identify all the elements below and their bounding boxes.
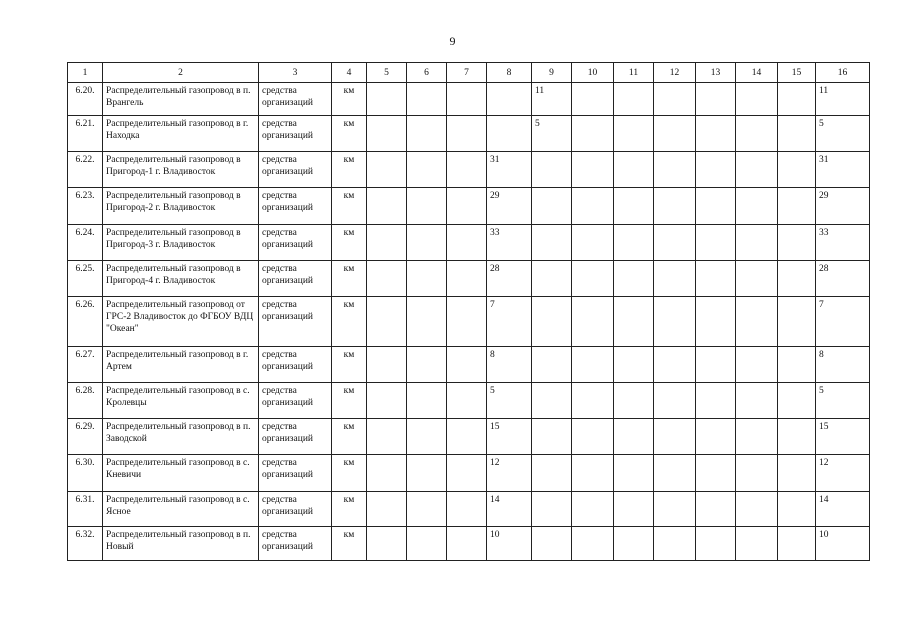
col-13-cell: [696, 527, 736, 561]
column-header: 11: [614, 63, 654, 83]
col-14-cell: [736, 152, 778, 188]
column-header: 4: [332, 63, 367, 83]
col-12-cell: [654, 347, 696, 383]
unit-cell: км: [332, 188, 367, 225]
page-number: 9: [449, 34, 456, 48]
col-7-cell: [447, 83, 487, 116]
total-cell: 5: [816, 383, 870, 419]
row-number-cell: 6.24.: [68, 225, 103, 261]
col-9-cell: [532, 347, 572, 383]
col-5-cell: [367, 152, 407, 188]
col-9-cell: [532, 297, 572, 347]
col-8-cell: 31: [487, 152, 532, 188]
unit-cell: км: [332, 297, 367, 347]
funding-source-cell: средства организаций: [259, 152, 332, 188]
col-8-cell: 8: [487, 347, 532, 383]
funding-source-cell: средства организаций: [259, 455, 332, 492]
col-10-cell: [572, 152, 614, 188]
column-header: 10: [572, 63, 614, 83]
col-14-cell: [736, 347, 778, 383]
col-11-cell: [614, 492, 654, 527]
col-6-cell: [407, 261, 447, 297]
header-row: [68, 63, 870, 83]
col-14-cell: [736, 116, 778, 152]
table-row: [68, 297, 870, 347]
col-7-cell: [447, 419, 487, 455]
col-8-cell: 12: [487, 455, 532, 492]
column-header: 3: [259, 63, 332, 83]
col-8-cell: [487, 116, 532, 152]
col-6-cell: [407, 527, 447, 561]
unit-cell: км: [332, 261, 367, 297]
table-row: [68, 492, 870, 527]
col-15-cell: [778, 152, 816, 188]
col-15-cell: [778, 83, 816, 116]
col-9-cell: [532, 492, 572, 527]
row-number-cell: 6.31.: [68, 492, 103, 527]
column-header: 8: [487, 63, 532, 83]
col-9-cell: [532, 455, 572, 492]
col-12-cell: [654, 261, 696, 297]
col-12-cell: [654, 492, 696, 527]
column-header: 15: [778, 63, 816, 83]
col-13-cell: [696, 261, 736, 297]
unit-cell: км: [332, 225, 367, 261]
table-row: [68, 383, 870, 419]
description-cell: Распределительный газопровод в г. Находка: [103, 116, 259, 152]
col-7-cell: [447, 261, 487, 297]
col-12-cell: [654, 116, 696, 152]
col-6-cell: [407, 492, 447, 527]
col-5-cell: [367, 83, 407, 116]
col-10-cell: [572, 347, 614, 383]
description-cell: Распределительный газопровод в с. Кневичи: [103, 455, 259, 492]
total-cell: 15: [816, 419, 870, 455]
col-11-cell: [614, 383, 654, 419]
col-9-cell: [532, 527, 572, 561]
total-cell: 5: [816, 116, 870, 152]
col-5-cell: [367, 527, 407, 561]
total-cell: 33: [816, 225, 870, 261]
col-6-cell: [407, 383, 447, 419]
col-9-cell: [532, 152, 572, 188]
description-cell: Распределительный газопровод в Пригород-3 г. Владивосток: [103, 225, 259, 261]
col-14-cell: [736, 383, 778, 419]
unit-cell: км: [332, 527, 367, 561]
col-13-cell: [696, 492, 736, 527]
col-6-cell: [407, 188, 447, 225]
col-6-cell: [407, 83, 447, 116]
col-5-cell: [367, 455, 407, 492]
col-15-cell: [778, 347, 816, 383]
col-10-cell: [572, 261, 614, 297]
col-15-cell: [778, 297, 816, 347]
col-7-cell: [447, 297, 487, 347]
col-13-cell: [696, 383, 736, 419]
col-6-cell: [407, 419, 447, 455]
col-7-cell: [447, 527, 487, 561]
col-14-cell: [736, 225, 778, 261]
funding-source-cell: средства организаций: [259, 527, 332, 561]
col-7-cell: [447, 225, 487, 261]
total-cell: 11: [816, 83, 870, 116]
col-5-cell: [367, 188, 407, 225]
col-15-cell: [778, 492, 816, 527]
col-13-cell: [696, 83, 736, 116]
col-11-cell: [614, 152, 654, 188]
table-row: [68, 261, 870, 297]
col-6-cell: [407, 116, 447, 152]
funding-source-cell: средства организаций: [259, 383, 332, 419]
col-9-cell: 5: [532, 116, 572, 152]
col-5-cell: [367, 297, 407, 347]
col-13-cell: [696, 225, 736, 261]
col-8-cell: 7: [487, 297, 532, 347]
funding-source-cell: средства организаций: [259, 225, 332, 261]
col-13-cell: [696, 347, 736, 383]
description-cell: Распределительный газопровод в п. Заводской: [103, 419, 259, 455]
col-9-cell: 11: [532, 83, 572, 116]
unit-cell: км: [332, 455, 367, 492]
col-9-cell: [532, 419, 572, 455]
unit-cell: км: [332, 116, 367, 152]
col-12-cell: [654, 419, 696, 455]
col-15-cell: [778, 116, 816, 152]
col-8-cell: 28: [487, 261, 532, 297]
col-8-cell: 33: [487, 225, 532, 261]
col-13-cell: [696, 188, 736, 225]
col-9-cell: [532, 188, 572, 225]
col-11-cell: [614, 527, 654, 561]
funding-source-cell: средства организаций: [259, 297, 332, 347]
col-15-cell: [778, 188, 816, 225]
col-5-cell: [367, 261, 407, 297]
col-11-cell: [614, 297, 654, 347]
row-number-cell: 6.22.: [68, 152, 103, 188]
description-cell: Распределительный газопровод в Пригород-1 г. Владивосток: [103, 152, 259, 188]
col-6-cell: [407, 455, 447, 492]
description-cell: Распределительный газопровод в п. Новый: [103, 527, 259, 561]
column-header: 9: [532, 63, 572, 83]
col-8-cell: 14: [487, 492, 532, 527]
col-9-cell: [532, 225, 572, 261]
row-number-cell: 6.26.: [68, 297, 103, 347]
funding-source-cell: средства организаций: [259, 261, 332, 297]
col-5-cell: [367, 383, 407, 419]
col-7-cell: [447, 455, 487, 492]
col-13-cell: [696, 455, 736, 492]
col-10-cell: [572, 383, 614, 419]
column-header: 2: [103, 63, 259, 83]
unit-cell: км: [332, 152, 367, 188]
funding-source-cell: средства организаций: [259, 188, 332, 225]
col-14-cell: [736, 297, 778, 347]
col-10-cell: [572, 297, 614, 347]
column-header: 7: [447, 63, 487, 83]
col-7-cell: [447, 347, 487, 383]
column-header: 16: [816, 63, 870, 83]
col-14-cell: [736, 455, 778, 492]
col-10-cell: [572, 455, 614, 492]
col-12-cell: [654, 152, 696, 188]
table-row: [68, 83, 870, 116]
col-10-cell: [572, 116, 614, 152]
col-15-cell: [778, 225, 816, 261]
col-9-cell: [532, 383, 572, 419]
col-11-cell: [614, 419, 654, 455]
total-cell: 14: [816, 492, 870, 527]
table-row: [68, 152, 870, 188]
col-5-cell: [367, 419, 407, 455]
col-15-cell: [778, 383, 816, 419]
col-6-cell: [407, 152, 447, 188]
col-13-cell: [696, 116, 736, 152]
row-number-cell: 6.27.: [68, 347, 103, 383]
col-8-cell: 10: [487, 527, 532, 561]
col-15-cell: [778, 455, 816, 492]
col-8-cell: 15: [487, 419, 532, 455]
col-14-cell: [736, 261, 778, 297]
col-12-cell: [654, 455, 696, 492]
unit-cell: км: [332, 419, 367, 455]
unit-cell: км: [332, 383, 367, 419]
col-7-cell: [447, 152, 487, 188]
col-6-cell: [407, 297, 447, 347]
col-5-cell: [367, 492, 407, 527]
column-header: 1: [68, 63, 103, 83]
col-5-cell: [367, 347, 407, 383]
col-12-cell: [654, 297, 696, 347]
col-11-cell: [614, 188, 654, 225]
funding-source-cell: средства организаций: [259, 347, 332, 383]
col-12-cell: [654, 383, 696, 419]
col-10-cell: [572, 492, 614, 527]
total-cell: 31: [816, 152, 870, 188]
unit-cell: км: [332, 492, 367, 527]
description-cell: Распределительный газопровод в Пригород-4 г. Владивосток: [103, 261, 259, 297]
funding-source-cell: средства организаций: [259, 492, 332, 527]
col-8-cell: 5: [487, 383, 532, 419]
col-15-cell: [778, 527, 816, 561]
data-table: [67, 62, 870, 561]
col-10-cell: [572, 527, 614, 561]
total-cell: 8: [816, 347, 870, 383]
table-row: [68, 116, 870, 152]
column-header: 13: [696, 63, 736, 83]
col-10-cell: [572, 419, 614, 455]
col-11-cell: [614, 83, 654, 116]
total-cell: 10: [816, 527, 870, 561]
col-13-cell: [696, 297, 736, 347]
col-14-cell: [736, 492, 778, 527]
table-row: [68, 347, 870, 383]
description-cell: Распределительный газопровод в с. Ясное: [103, 492, 259, 527]
table-row: [68, 225, 870, 261]
funding-source-cell: средства организаций: [259, 116, 332, 152]
column-header: 12: [654, 63, 696, 83]
col-7-cell: [447, 116, 487, 152]
col-11-cell: [614, 261, 654, 297]
col-13-cell: [696, 419, 736, 455]
col-9-cell: [532, 261, 572, 297]
table-row: [68, 419, 870, 455]
description-cell: Распределительный газопровод в Пригород-2 г. Владивосток: [103, 188, 259, 225]
total-cell: 29: [816, 188, 870, 225]
row-number-cell: 6.29.: [68, 419, 103, 455]
col-8-cell: [487, 83, 532, 116]
col-11-cell: [614, 116, 654, 152]
table-row: [68, 188, 870, 225]
col-12-cell: [654, 527, 696, 561]
col-12-cell: [654, 83, 696, 116]
col-11-cell: [614, 347, 654, 383]
col-10-cell: [572, 188, 614, 225]
col-5-cell: [367, 116, 407, 152]
row-number-cell: 6.30.: [68, 455, 103, 492]
col-11-cell: [614, 455, 654, 492]
col-7-cell: [447, 492, 487, 527]
col-11-cell: [614, 225, 654, 261]
row-number-cell: 6.21.: [68, 116, 103, 152]
col-12-cell: [654, 188, 696, 225]
funding-source-cell: средства организаций: [259, 83, 332, 116]
col-13-cell: [696, 152, 736, 188]
table-row: [68, 455, 870, 492]
col-14-cell: [736, 83, 778, 116]
description-cell: Распределительный газопровод в с. Кролевцы: [103, 383, 259, 419]
row-number-cell: 6.25.: [68, 261, 103, 297]
col-15-cell: [778, 419, 816, 455]
description-cell: Распределительный газопровод в п. Врангель: [103, 83, 259, 116]
funding-source-cell: средства организаций: [259, 419, 332, 455]
col-14-cell: [736, 419, 778, 455]
col-7-cell: [447, 188, 487, 225]
col-6-cell: [407, 347, 447, 383]
unit-cell: км: [332, 347, 367, 383]
column-header: 14: [736, 63, 778, 83]
table-row: [68, 527, 870, 561]
total-cell: 12: [816, 455, 870, 492]
col-6-cell: [407, 225, 447, 261]
unit-cell: км: [332, 83, 367, 116]
row-number-cell: 6.32.: [68, 527, 103, 561]
row-number-cell: 6.23.: [68, 188, 103, 225]
description-cell: Распределительный газопровод от ГРС-2 Владивосток до ФГБОУ ВДЦ "Океан": [103, 297, 259, 347]
total-cell: 7: [816, 297, 870, 347]
row-number-cell: 6.28.: [68, 383, 103, 419]
col-10-cell: [572, 83, 614, 116]
total-cell: 28: [816, 261, 870, 297]
col-15-cell: [778, 261, 816, 297]
col-14-cell: [736, 527, 778, 561]
description-cell: Распределительный газопровод в г. Артем: [103, 347, 259, 383]
column-header: 6: [407, 63, 447, 83]
col-8-cell: 29: [487, 188, 532, 225]
col-10-cell: [572, 225, 614, 261]
col-7-cell: [447, 383, 487, 419]
col-12-cell: [654, 225, 696, 261]
table-body: [68, 83, 870, 561]
col-5-cell: [367, 225, 407, 261]
column-header: 5: [367, 63, 407, 83]
row-number-cell: 6.20.: [68, 83, 103, 116]
col-14-cell: [736, 188, 778, 225]
